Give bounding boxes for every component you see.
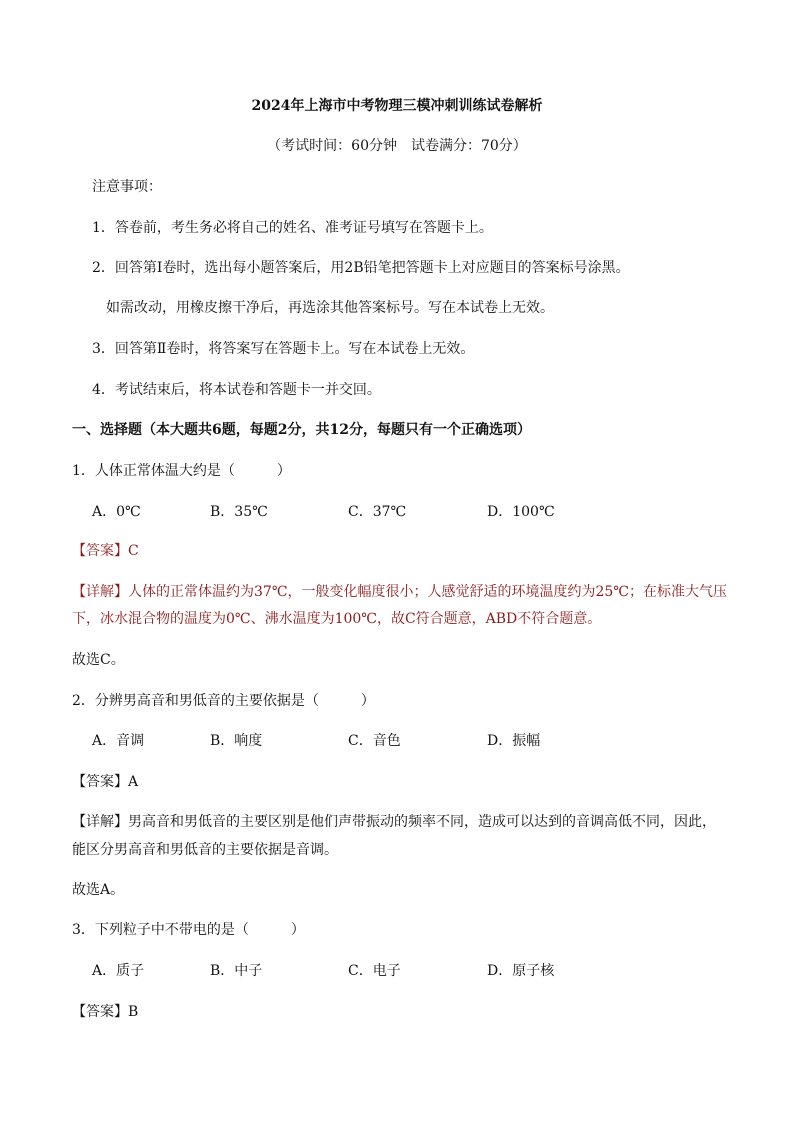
question-stem: 1．人体正常体温大约是（ ） (72, 463, 291, 479)
answer-label: 【答案】B (72, 1004, 139, 1020)
note-item: 3．回答第Ⅱ卷时，将答案写在答题卡上。写在本试卷上无效。 (92, 341, 475, 357)
exam-info: （考试时间：60分钟 试卷满分：70分） (267, 138, 527, 154)
note-item: 1．答卷前，考生务必将自己的姓名、准考证号填写在答题卡上。 (92, 220, 493, 236)
answer-label: 【答案】C (72, 543, 139, 559)
note-item-continued: 如需改动，用橡皮擦干净后，再选涂其他答案标号。写在本试卷上无效。 (106, 300, 554, 316)
option-c: C．音色 (348, 733, 401, 749)
option-d: D．原子核 (487, 963, 555, 979)
option-b: B．35℃ (210, 504, 268, 520)
option-b: B．响度 (210, 733, 263, 749)
document-title: 2024年上海市中考物理三模冲刺训练试卷解析 (251, 98, 543, 114)
option-a: A．质子 (92, 963, 145, 979)
explanation-text: 【详解】人体的正常体温约为37℃，一般变化幅度很小；人感觉舒适的环境温度约为25℃；在标准大气压 (72, 584, 727, 600)
section-heading: 一、选择题（本大题共6题，每题2分，共12分，每题只有一个正确选项） (72, 422, 531, 438)
option-c: C．37℃ (348, 504, 407, 520)
note-item: 4．考试结束后，将本试卷和答题卡一并交回。 (92, 382, 381, 398)
option-c: C．电子 (348, 963, 401, 979)
option-d: D．振幅 (487, 733, 541, 749)
conclusion-text: 故选C。 (72, 652, 125, 668)
question-stem: 2．分辨男高音和男低音的主要依据是（ ） (72, 693, 375, 709)
question-stem: 3．下列粒子中不带电的是（ ） (72, 922, 305, 938)
notes-heading: 注意事项： (92, 179, 162, 195)
conclusion-text: 故选A。 (72, 882, 125, 898)
option-a: A．0℃ (92, 504, 141, 520)
answer-label: 【答案】A (72, 774, 139, 790)
option-a: A．音调 (92, 733, 145, 749)
option-d: D．100℃ (487, 504, 555, 520)
option-b: B．中子 (210, 963, 263, 979)
note-item: 2．回答第Ⅰ卷时，选出每小题答案后，用2B铅笔把答题卡上对应题目的答案标号涂黑。 (92, 260, 630, 276)
explanation-text: 下，冰水混合物的温度为0℃、沸水温度为100℃，故C符合题意，ABD不符合题意。 (72, 611, 602, 627)
explanation-text: 【详解】男高音和男低音的主要区别是他们声带振动的频率不同，造成可以达到的音调高低不同，因此， (72, 814, 716, 830)
explanation-text: 能区分男高音和男低音的主要依据是音调。 (72, 842, 338, 858)
